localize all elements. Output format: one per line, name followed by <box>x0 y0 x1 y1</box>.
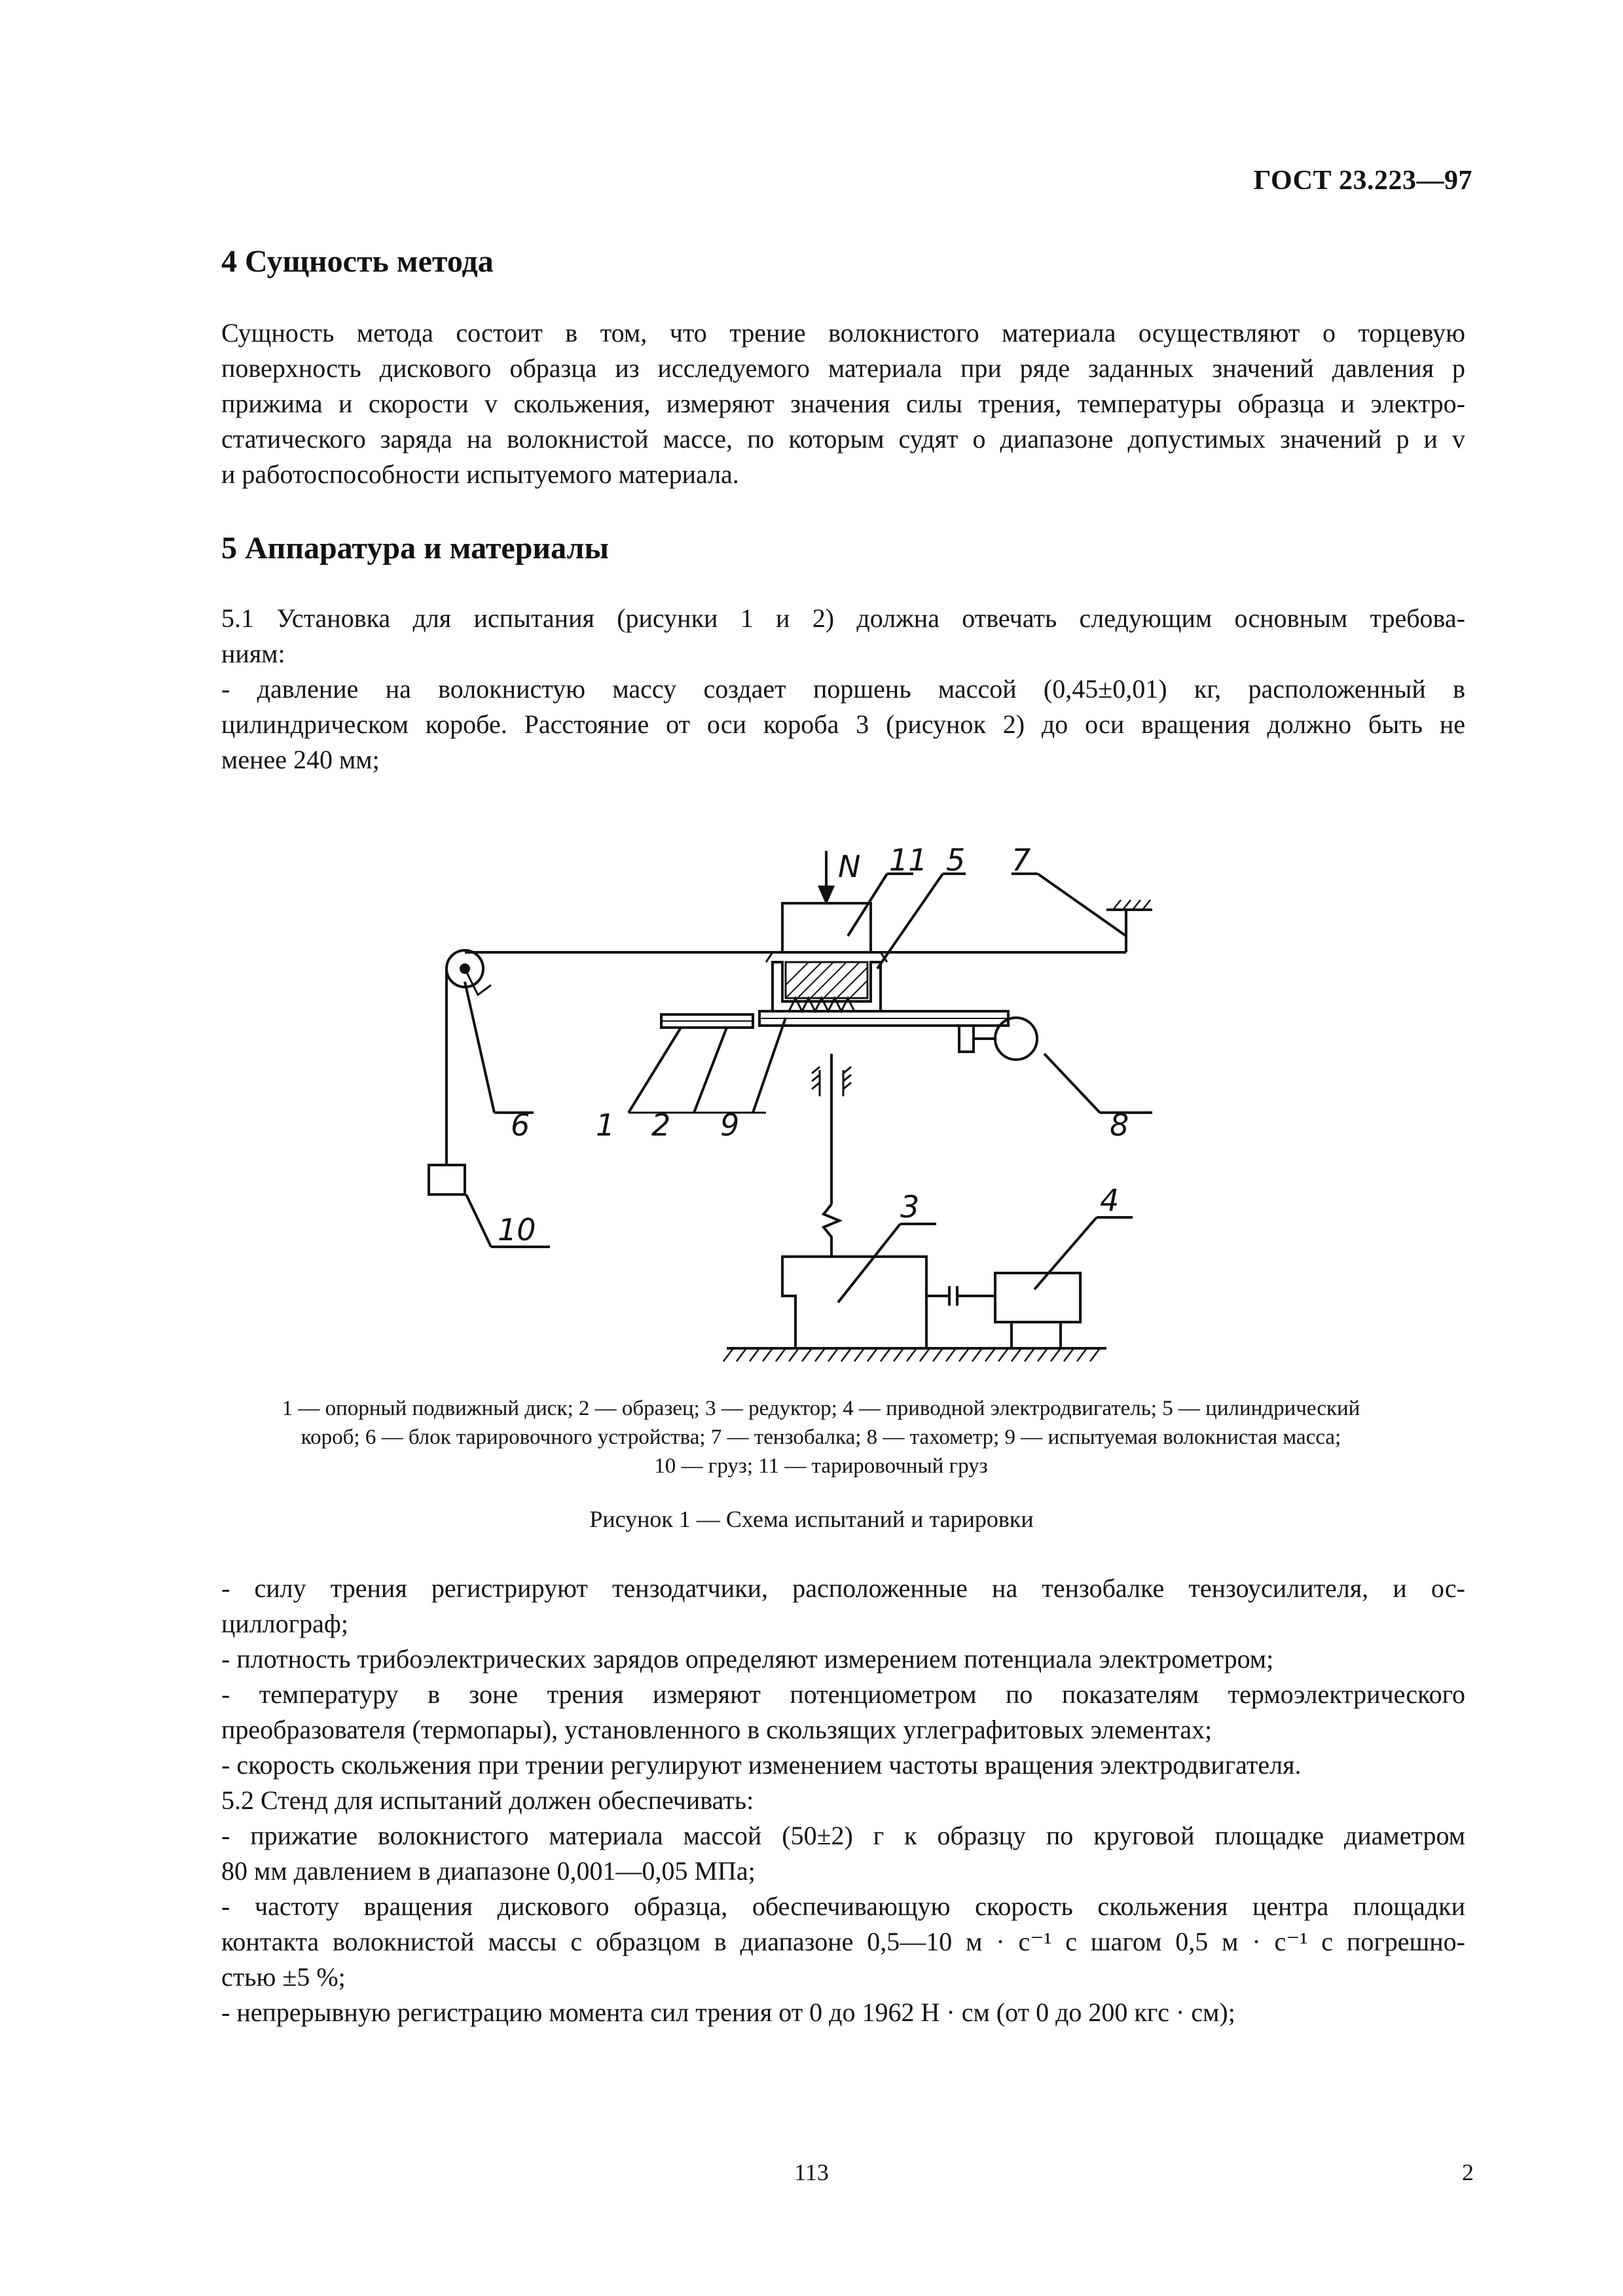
section-5-intro <box>221 601 1465 778</box>
legend-line: 1 — опорный подвижный диск; 2 — образец; 3 — редуктор; 4 — приводной электродвигатель; 5 — цилиндрический <box>282 1397 1360 1420</box>
motor-body <box>995 1273 1080 1322</box>
coupling <box>949 1286 957 1306</box>
piston-hatching <box>786 962 867 998</box>
text-line: - прижатие волокнистого материала массой (50±2) г к образцу по круговой площадке диаметром <box>221 1821 1465 1850</box>
legend-line: 10 — груз; 11 — тарировочный груз <box>654 1454 988 1478</box>
text-line: 5.1 Установка для испытания (рисунки 1 и 2) должна отвечать следующим основным требова- <box>221 603 1465 633</box>
text-line: - скорость скольжения при трении регулируют изменением частоты вращения электродвигателя. <box>221 1750 1302 1780</box>
figure-1-legend <box>175 1394 1467 1480</box>
text-line: циллограф; <box>221 1609 348 1638</box>
text-line: менее 240 мм; <box>221 745 380 774</box>
figure-1-diagram <box>419 838 1152 1374</box>
reducer-body <box>782 1257 926 1348</box>
text-line: преобразователя (термопары), установленного в скользящих углеграфитовых элементах; <box>221 1715 1213 1744</box>
section-5-title: 5 Аппаратура и материалы <box>221 531 609 565</box>
shaft-spring <box>824 1204 839 1257</box>
tacho-shaft <box>959 1026 974 1052</box>
label-10: 10 <box>498 1212 536 1247</box>
label-4: 4 <box>1100 1183 1120 1218</box>
label-5: 5 <box>946 842 966 878</box>
ground-hatching <box>723 1348 1100 1361</box>
text-line: статического заряда на волокнистой массе, по которым судят о диапазоне допустимых значений p и v <box>221 424 1465 454</box>
text-line: - силу трения регистрируют тензодатчики, расположенные на тензобалке тензоусилителя, и ос- <box>221 1573 1465 1603</box>
text-line: цилиндрическом коробе. Расстояние от оси короба 3 (рисунок 2) до оси вращения должно быть не <box>221 709 1465 739</box>
hanging-load <box>429 1165 465 1194</box>
text-line: контакта волокнистой массы с образцом в диапазоне 0,5—10 м · с⁻¹ с шагом 0,5 м · с⁻¹ с погрешно- <box>221 1927 1465 1956</box>
text-line: стью ±5 %; <box>221 1962 346 1992</box>
label-8: 8 <box>1110 1107 1129 1143</box>
label-11: 11 <box>889 842 928 878</box>
page-number: 113 <box>794 2159 829 2185</box>
label-2: 2 <box>651 1107 671 1143</box>
figure-1-caption: Рисунок 1 — Схема испытаний и тарировки <box>589 1506 1034 1532</box>
text-line: - частоту вращения дискового образца, обеспечивающую скорость скольжения центра площадки <box>221 1892 1465 1921</box>
text-line: поверхность дискового образца из исследуемого материала при ряде заданных значений давления p <box>221 353 1465 383</box>
text-line: - непрерывную регистрацию момента сил трения от 0 до 1962 Н · см (от 0 до 200 кгс · см); <box>221 1998 1235 2027</box>
tachometer <box>995 1018 1037 1060</box>
sheet-number: 2 <box>1462 2159 1474 2185</box>
label-1: 1 <box>596 1107 615 1143</box>
text-line: и работоспособности испытуемого материала. <box>221 459 739 489</box>
section-5-continued <box>221 1571 1465 2030</box>
motor-base <box>1012 1322 1061 1348</box>
section-4-body <box>221 315 1465 492</box>
label-n: N <box>838 849 861 884</box>
text-line: ниям: <box>221 639 285 668</box>
text-line: - температуру в зоне трения измеряют потенциометром по показателям термоэлектрического <box>221 1679 1465 1709</box>
legend-line: короб; 6 — блок тарировочного устройства; 7 — тензобалка; 8 — тахометр; 9 — испытуемая волокнистая масса; <box>301 1426 1341 1449</box>
label-3: 3 <box>900 1189 920 1225</box>
label-7: 7 <box>1012 842 1031 878</box>
text-line: прижима и скорости v скольжения, измеряют значения силы трения, температуры образца и электро- <box>221 389 1465 418</box>
calibration-load <box>782 903 871 952</box>
text-line: 5.2 Стенд для испытаний должен обеспечивать: <box>221 1785 754 1815</box>
standard-code: ГОСТ 23.223—97 <box>1253 166 1472 196</box>
text-line: - давление на волокнистую массу создает поршень массой (0,45±0,01) кг, расположенный в <box>221 674 1465 704</box>
text-line: - плотность трибоэлектрических зарядов определяют измерением потенциала электрометром; <box>221 1644 1274 1674</box>
test-scheme-drawing <box>419 838 1152 1374</box>
label-9: 9 <box>720 1107 740 1143</box>
text-line: 80 мм давлением в диапазоне 0,001—0,05 МПа; <box>221 1856 756 1886</box>
text-line: Сущность метода состоит в том, что трение волокнистого материала осуществляют о торцевую <box>221 318 1465 348</box>
section-4-title: 4 Сущность метода <box>221 244 494 279</box>
label-6: 6 <box>511 1107 530 1143</box>
